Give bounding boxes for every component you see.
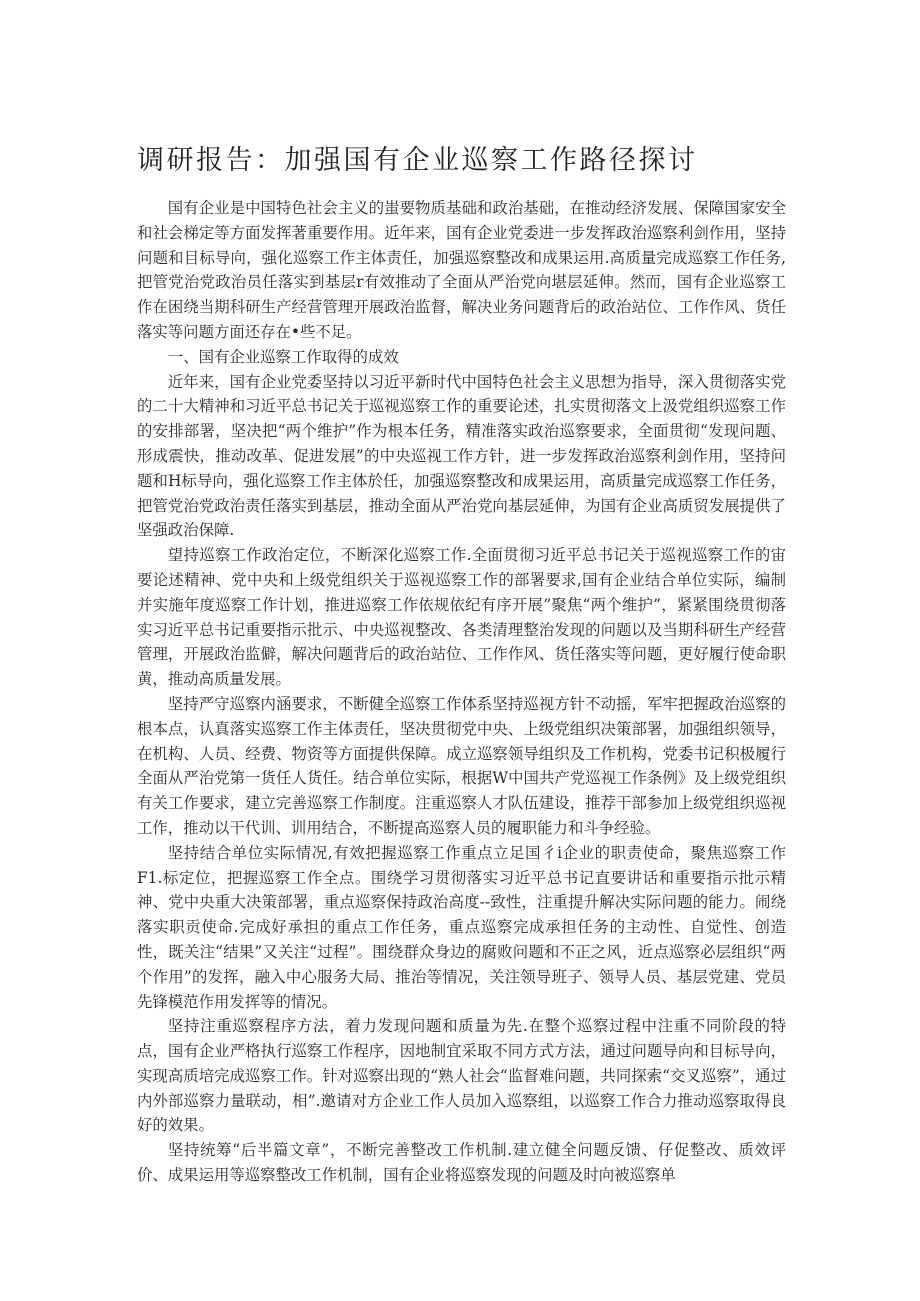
document-title: 调研报告：加强国有企业巡察工作路径探讨 (137, 145, 698, 176)
body-paragraph: 近年来，国有企业党委坚持以习近平新时代中国特色社会主义思想为指导，深入贯彻落实党的二十大精神和习近平总书记关于巡视巡察工作的重要论述，扎实贯彻落文上汲党组织巡察工作的安排部署，坚决把“两个维护”作为根本任务，精准落实政治巡察要求，全面贯彻“发现问题、形成震快，推动改革、促进发展”的中央巡视工作方针，进一步发挥政治巡察利剑作用，坚持问题和H标导向，强化巡察工作主体於任，加强巡察整改和成果运用，高质量完成巡察工作任务，把管党治党政治责任落实到基层，推动全面从严治党向基层延伸，为国有企业高质贸发展提供了坚强政治保障. (137, 372, 786, 540)
body-paragraph: 坚持严守巡察内涵要求，不断健全巡察工作体系坚持巡视方针不动摇，军牢把握政治巡察的根本点，认真落实巡察工作主体责任，坚决贯彻党中央、上级党组织决策部署，加强组织领导，在机构、人员、经费、物资等方面提供保障。成立巡察领导组织及工作机构，党委书记积极履行全面从严治党第一货任人货任。结合单位实际，根据W中国共产党巡视工作条例》及上级党组织有关工作要求，建立完善巡察工作制度。注重巡察人才队伍建设，推荐干部参加上级党组织巡视工作，推动以干代训、训用结合，不断提高巡察人员的履职能力和斗争经验。 (137, 694, 786, 837)
body-paragraph: 坚持结合单位实际情况,有效把握巡察工作重点立足国彳i企业的职责使命，聚焦巡察工作F1.标定位，把握巡察工作全点。围绕学习贯彻落实习近平总书记直要讲话和重要指示批示精神、党中央重大决策部署，重点巡察保持政治高度--致性，注重提升解决实际问题的能力。闹绕落实职贡使命.完成好承担的重点工作任务，重点巡察完成承担任务的主动性、自觉性、创造性，既关注“结果”又关注“过程”。围绕群众身边的腐败问题和不正之风，近点巡察必层组织“两个作用”的发挥，融入中心服务大局、推治等情况，关注领导班子、领导人员、基层党建、党员先锋模范作用发挥等的情况。 (137, 843, 786, 1011)
document-body (137, 196, 786, 1188)
body-paragraph: 望持巡察工作政治定位，不断深化巡察工作.全面贯彻习近平总书记关于巡视巡察工作的宙要论述精神、党中央和上级党组织关于巡视巡察工作的部署要求,国有企业结合单位实际，编制并实施年度巡察工作计划，推进巡察工作依规依纪有序开展”聚焦“两个维护”，紧紧围绕贯彻落实习近平总书记重要指示批示、中央巡视整改、各类清理整治发现的问题以及当期科研生产经营管理，开展政治监僻，解决问题背后的政治站位、工作作风、货任落实等问题，更好履行使命职黄，推动高质量发展。 (137, 546, 786, 689)
body-paragraph: 坚持注重巡察程序方法，着力发现问题和质量为先.在整个巡察过程中注重不同阶段的特点，国有企业严格执行巡察工作程序，因地制宜采取不同方式方法，通过问题导向和目标导向，实现高质培完成巡察工作。针对巡察出现的“熟人社会“监督难问题，共同探索“交叉巡察”，通过内外部巡察力量联动，相”.邀请对方企业工作人员加入巡察组，以巡察工作合力推动巡察取得良好的效果。 (137, 1017, 786, 1135)
section-heading: 一、国有企业巡察工作取得的成效 (167, 347, 399, 366)
body-paragraph: 坚持统筹“后半篇文章”，不断完善整改工作机制.建立健全问题反馈、仔促整改、质效评价、成果运用等巡察整改工作机制，国有企业将巡察发现的问题及时向被巡察单 (137, 1141, 786, 1185)
intro-paragraph: 国有企业是中国特色社会主义的蚩要物质基础和政治基础，在推动经济发展、保障国家安全和社会梯定等方面发挥著重要作用。近年来，国有企业党委进一步发挥政治巡察利剑作用，坚持问题和目标导向，强化巡察工作主体责任，加强巡察整改和成果运用.高质量完成巡察工作任务,把管党治党政治员任落实到基层r有效推动了全面从严治党向堪层延伸。然而，国有企业巡察工作在困绕当期科研生产经营管理开展政治监督，解决业务问题背后的政治站位、工作作风、货任落实等问题方面还存在•些不足。 (137, 199, 786, 341)
